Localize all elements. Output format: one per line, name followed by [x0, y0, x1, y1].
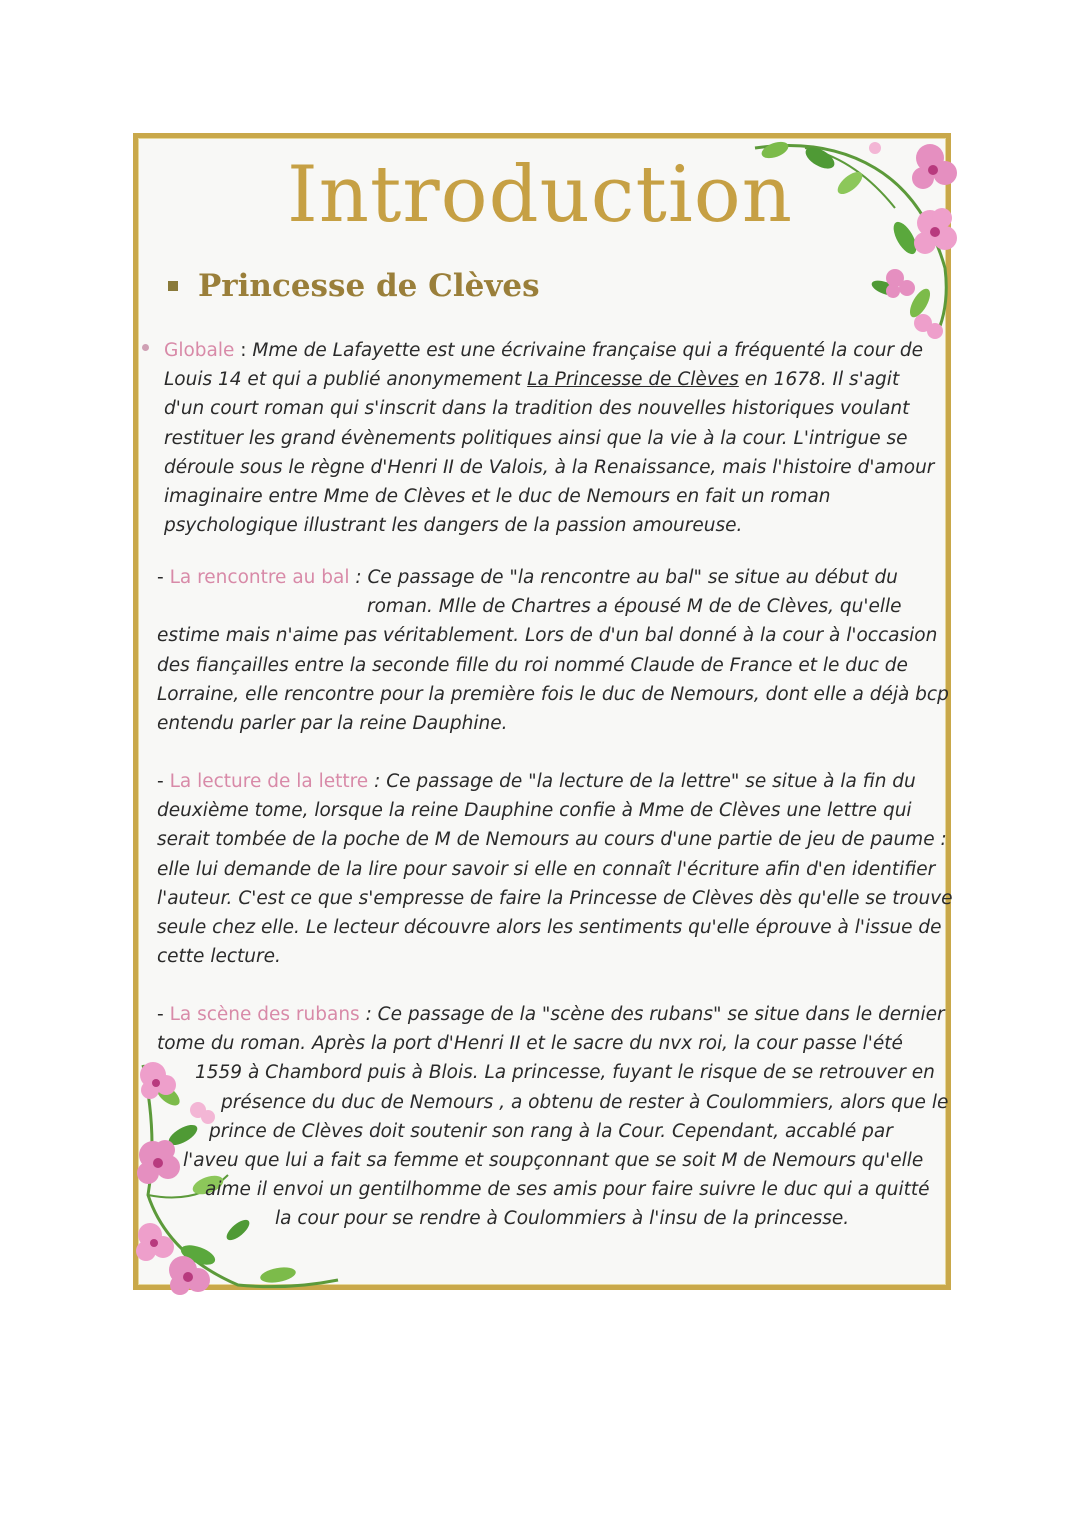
square-bullet-icon: [168, 281, 178, 291]
subtitle: Princesse de Clèves: [198, 268, 540, 304]
label-lecture: La lecture de la lettre: [169, 771, 369, 792]
label-rencontre: La rencontre au bal: [169, 567, 350, 588]
paragraph-globale: Globale : Mme de Lafayette est une écrivaine française qui a fréquenté la cour de Louis 14 et qui a publié anonymement La Princesse de Clèves en 1678. Il s'agit d'un court roman qui s'inscrit dans la tradition des nouvelles historiques voulant restituer les grand évènements politiques ainsi que la vie à la cour. L'intrigue se déroule sous le règne d'Henri II de Valois, à la Renaissance, mais l'histoire d'amour imaginaire entre Mme de Clèves et le duc de Nemours en fait un roman psychologique illustrant les dangers de la passion amoureuse.: [164, 340, 935, 537]
subtitle-row: [168, 268, 540, 304]
page-title: Introduction: [287, 150, 793, 240]
label-globale: Globale: [164, 340, 235, 361]
label-rubans: La scène des rubans: [169, 1004, 360, 1025]
paragraph-lecture: - La lecture de la lettre : Ce passage de "la lecture de la lettre" se situe à la fin du deuxième tome, lorsque la reine Dauphine confie à Mme de Clèves une lettre qui serait tombée de la poche de M de Nemours au cours d'une partie de jeu de paume : elle lui demande de la lire pour savoir si elle en connaît l'écriture afin d'en identifier l'auteur. C'est ce que s'empresse de faire la Princesse de Clèves dès qu'elle se trouve seule chez elle. Le lecteur découvre alors les sentiments qu'elle éprouve à l'issue de cette lecture.: [157, 771, 953, 968]
book-title-link: La Princesse de Clèves: [527, 369, 739, 391]
paragraph-rencontre: - La rencontre au bal : Ce passage de "la rencontre au bal" se situe au début du roman. Mlle de Chartres a épousé M de de Clèves, qu'elle estime mais n'aime pas véritablement. Lors de d'un bal donné à la cour à l'occasion des fiançailles entre la seconde fille du roi nommé Claude de France et le duc de Lorraine, elle rencontre pour la première fois le duc de Nemours, dont elle a déjà bcp entendu parler par la reine Dauphine.: [157, 567, 949, 735]
paragraph-rubans: - La scène des rubans : Ce passage de la "scène des rubans" se situe dans le dernier tome du roman. Après la port d'Henri II et le sacre du nvx roi, la cour passe l'été 1559 à Chambord puis à Blois. La princesse, fuyant le risque de se retrouver en présence du duc de Nemours , a obtenu de rester à Coulommiers, alors que le prince de Clèves doit soutenir son rang à la Cour. Cependant, accablé par l'aveu que lui a fait sa femme et soupçonnant que se soit M de Nemours qu'elle aime il envoi un gentilhomme de ses amis pour faire suivre le duc qui a quitté la cour pour se rendre à Coulommiers à l'insu de la princesse.: [157, 1004, 949, 1230]
dot-bullet-icon: [142, 344, 149, 351]
